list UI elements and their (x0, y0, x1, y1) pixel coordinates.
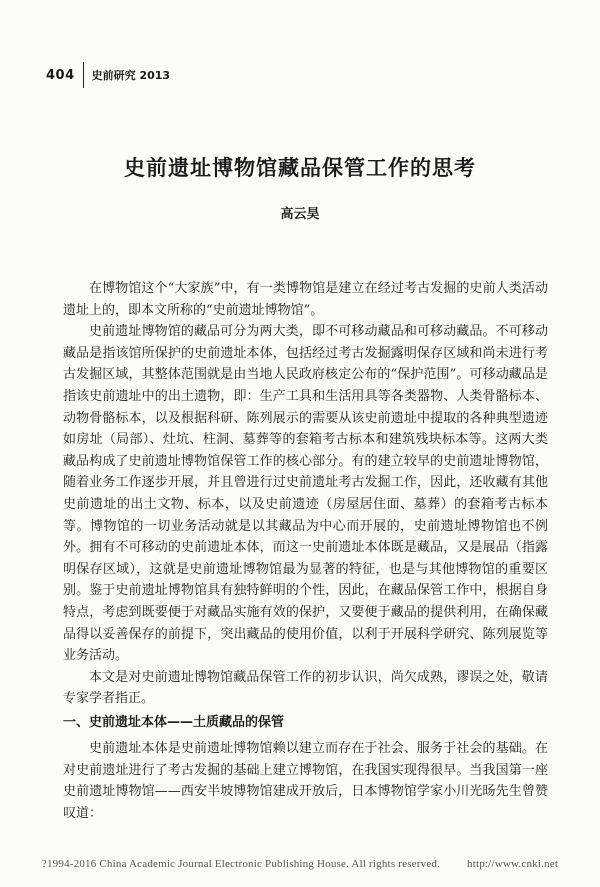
journal-name: 史前研究 2013 (91, 69, 171, 82)
section-heading: 一、史前遗址本体——土质藏品的保管 (63, 715, 285, 730)
footer-url[interactable]: http://www.cnki.net (467, 858, 559, 870)
paragraph-note: 本文是对史前遗址博物馆藏品保管工作的初步认识，尚欠成熟，谬误之处，敬请专家学者指正。 (63, 669, 548, 707)
copyright-notice: ?1994-2016 China Academic Journal Electronic Publishing House. All rights reserved. (41, 858, 441, 870)
header-divider (83, 62, 84, 88)
paragraph-intro: 在博物馆这个“大家族”中，有一类博物馆是建立在经过考古发掘的史前人类活动遗址上的，即本文所称的“史前遗址博物馆”。 (63, 281, 548, 318)
running-header (46, 60, 170, 90)
page-number: 404 (46, 67, 75, 83)
article-author: 高云昊 (280, 207, 320, 222)
paragraph-main: 史前遗址博物馆的藏品可分为两大类，即不可移动藏品和可移动藏品。不可移动藏品是指该馆所保护的史前遗址本体，包括经过考古发掘露明保存区域和尚未进行考古发掘区域，其整体范围就是由当地人民政府核定公布的“保护范围”。可移动藏品是指该史前遗址中的出土遗物，即：生产工具和生活用具等各类器物、人类骨骼标本、动物骨骼标本，以及根据科研、陈列展示的需要从该史前遗址中提取的各种典型遗迹如房址（局部）、灶坑、柱洞、墓葬等的套箱考古标本和建筑残块标本等。这两大类藏品构成了史前遗址博物馆保管工作的核心部分。有的建立较早的史前遗址博物馆，随着业务工作逐步开展，并且曾进行过史前遗址考古发掘工作，因此，还收藏有其他史前遗址的出土文物、标本，以及史前遗迹（房屋居住面、墓葬）的套箱考古标本等。博物馆的一切业务活动就是以其藏品为中心而开展的，史前遗址博物馆也不例外。拥有不可移动的史前遗址本体，而这一史前遗址本体既是藏品，又是展品（指露明保存区域），这就是史前遗址博物馆最为显著的特征，也是与其他博物馆的重要区别。鉴于史前遗址博物馆具有独特鲜明的个性，因此，在藏品保管工作中，根据自身特点，考虑到既要便于对藏品实施有效的保护，又要便于藏品的提供利用，在确保藏品得以妥善保存的前提下，突出藏品的使用价值，以利于开展科学研究、陈列展览等业务活动。 (63, 324, 548, 664)
page-footer (0, 858, 600, 870)
paragraph-section-1: 史前遗址本体是史前遗址博物馆赖以建立而存在于社会、服务于社会的基础。在对史前遗址进行了考古发掘的基础上建立博物馆，在我国实现得很早。当我国第一座史前遗址博物馆——西安半坡博物馆建成开放后，日本博物馆学家小川光旸先生曾赞叹道： (63, 741, 548, 821)
article-title: 史前遗址博物馆藏品保管工作的思考 (124, 155, 476, 180)
article-body (63, 278, 548, 710)
section-body (63, 738, 548, 824)
